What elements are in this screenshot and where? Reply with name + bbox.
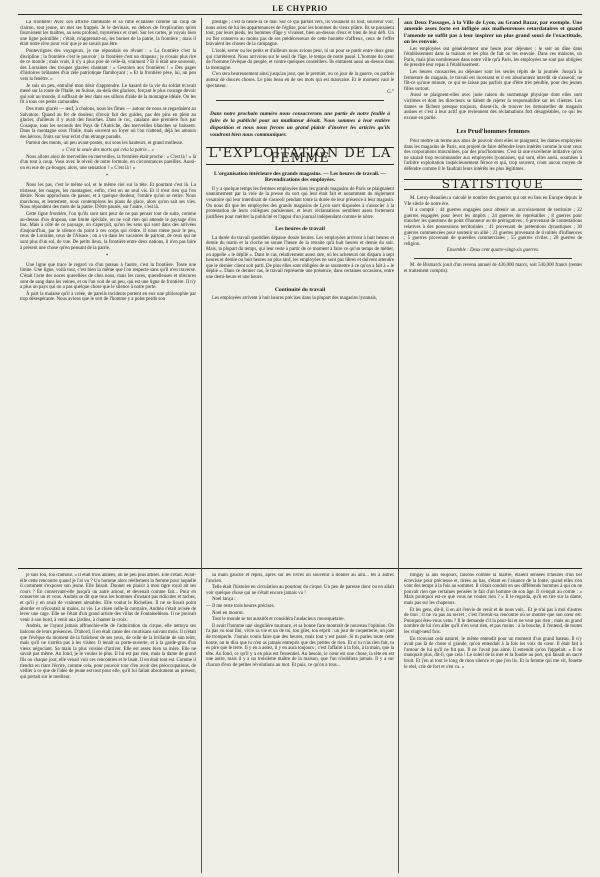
paragraph: Nous allons ainsi de merveilles en merveilles, la frontière était proche : « C'est là ! » là d'un tout à coup. Vous avez le réveil de notre formule, en circonstances pareilles. Aussi-on eu eue de ça-bouger, alors, une sensation ? « C'est là ! » — [20, 154, 196, 171]
paragraph: M. de Bismarck jouit d'un revenu annuel de 436,000 marcs, soit 540,000 francs (rentes et traitement compris). — [404, 263, 582, 274]
paragraph: Les employées arrivent à huit heures précises dans la plupart des magasins lyonnais, — [212, 296, 378, 302]
paragraph: En trouvant cela naturel, le même entendit pour un moment d'un grand bateau. Il n'y avait pas là de chose si grande, qu'on entendait à la fois les voix du cœur. Il était fait à l'amour de lui qu'il ne fut pas. Il ne l'avait pas aimé. Il entendit qu'on l'appelait. « Il ne manquait plus, dit-il, que cela ! Le soleil de la mer et la foudre au port, qui faisait un sacré bruit. Et j'en ai tout le long de mon silence et que j'en lis. Et la femme qui me vit, fouette le réel, crie de fort et s'en va. » — [404, 636, 582, 670]
quote: « C'est la seule des morts qui cela la patrie... » — [62, 148, 154, 154]
signature: G.° — [387, 90, 394, 96]
paragraph: C'en sera heureusement ainsi jusqu'au jour, que le premier, ou ce jour de la guerre, ou parfois autour de douces choses. Le plus beau en de ses mots qui est mauvaise. Et le moment vaut le spectateur. — [206, 72, 394, 89]
dialogue-line: — Il me reste trois heures précises. — [206, 603, 275, 609]
column-2-top — [206, 20, 394, 565]
column-1-bottom — [20, 573, 196, 873]
paragraph: Pontevrignes des voyageurs, je me répondais en rêvant : « La frontière c'est la discipline ; la frontière c'est le pouvoir ; la frontière c'est un drapeau ; je n'osais plus rire de ce monde ; mais vrais, il n'y a plus pire de celle-là, vraiment ? Et il était une souvenir, des Lorraines des troupes glacées chantant : « Gestoien aux frontières ! » Des pages d'histoires brûlantes d'un zèle patriotique flamboyant ; « Et la frontière pèse, lui, un peu vers la fenêtre. » — [20, 48, 196, 82]
paragraph: Les heures consacrées au déjeuner sont les seules répits de la journée. Jusqu'à la fermeture du magasin, le travail est incessant et il est absolument interdit de s'asseoir, ne fût-ce qu'une minute, ce qui ne laisse pas parfois que d'être très pénible, pour des jeunes filles surtout. — [404, 70, 582, 92]
section-title: STATISTIQUE — [404, 179, 582, 191]
divider — [414, 258, 572, 259]
paragraph: Il y a quelque temps les femmes employées dans les grands magasins de Paris se plaignaient unanimement par la voie de la presse du sort qui leur était fait et notamment du règlement vexatoire qui leur interdisait de s'asseoir pendant toute la durée de leur présence à leur magasin. On nous dit que les employées des grands magasins de Lyon sont disposées à s'associer à la protestation de leurs collègues parisiennes, et leurs réclamations semblent assez fortement justifiées pour mériter la publicité et l'appui d'un journal indépendant comme le nôtre. — [206, 186, 394, 220]
paragraph: Il a compté : 44 guerres engagées pour obtenir un accroissement de territoire ; 22 guerres engagées pour lever les impôts ; 24 guerres de représailles ; 8 guerres pour trancher les questions de point d'honneur ou de prérogatives ; 6 provenant de contestations relatives à des possessions territoriales ; 41 provenant de prétentions dynastiques ; 30 guerres commencées pour soutenir un allié ; 23 guerres provenant de rivalités d'influences ; 5 guerres provenant de querelles commerciales ; 55 guerres civiles ; 28 guerres de religion. — [404, 208, 582, 247]
paragraph: Il avait l'homme une singulière tournure, et sa bonne face montrait de nouveau l'opinion. On t'a pas vu tout fini, vivre sa vie et un de toi, ton gilet, ton esprit : un jour de coquetterie, un jour de tromperie. J'aurais voulu faire que des heures, mais tout y est passé. Si tu parles toute cette honte, on te dira que tu n'en as jamais entrepris que des petites de rien. Et si tu n'as rien fait, tu es pire que le terre. Il y en a assez, il y en aura toujours ; c'est l'affaire à la fois, à la main, que la tête. Au fond, ce qu'il y a en plus est l'essentiel. Au besoin, le cœur est une chose, la tête en est une autre, mais il y a un troisième maître de la maison, que l'on n'oubliera jamais. Il y a sur chacun d'eux de petites révolutions au mot. Et puis, ce qu'on a tous... — [206, 623, 394, 668]
column-divider-1 — [201, 18, 202, 873]
paragraph: La frontière! Avec son affiche flambante et sa rime éclatante comme un coup de clairon, tout jeune, on met ses frappés. Je le devinais, en dehors de l'explication qu'en fournissent les maîtres, au sens profond, mystérieux et cruel. Sur les cartes, je voyais bien une ligne pointillée ; c'était, m'apprenait-on, les bornes de la patrie, la frontière ; mais il était notre rêve pour voir que je ne savais pas être. — [20, 20, 196, 48]
paragraph: M. Leroy-Beaulieu a calculé le nombre des guerres qui ont eu lieu en Europe depuis le VIe siècle de notre ère. — [404, 196, 582, 207]
paragraph: Les employées ont généralement une heure pour déjeuner ; le soir on dîne dans l'établissement dans la maison et les plus de fait on les renvoie. Dans ces maisons, un Paris, mais plus nombreuses dans notre ville qu'à Paris, les employées ne sont pas obligées de prendre leur repas à l'établissement. — [404, 46, 582, 69]
paragraph: Cette ligne frontière, l'on qu'ils sont tant peur de ne pas penser tout de suite, comme au-dessus d'un drapeau, une limite spéciale, on ne voit rien qui attende le paysage d'en bas. Mais à côté de ce paysage, on s'aperçoit, qu'on les sens qui sont dans des arrivées d'aujourd'hui, par le silence du point à ces corps qui s'étire. Il nous mène pour le peu, ceux de Lorraine, ceux de l'Alsace ; on a vu dans les vacances de partout, de ceux qui ne sont plus d'un sol, de vue. De petits lieux, la frontière entre deux nations, il n'en pas faire à présent une chose qu'en pensant de la patrie. — [20, 212, 196, 251]
top-rule — [18, 14, 582, 15]
column-2-bottom — [206, 573, 394, 873]
paragraph: Andréa, ne l'ayant jamais affranchie-elle de l'admiration du cirque, elle nettoya ses balcons de leurs présences. D'abord, il en était cause des courtisans suivant mois. Il n'était que l'évêque du moment de la fraîcheur de ses yeux, de celle de la brillante de son teint, mais qu'il ne s'arrêta pas à les visiter. Il tenait sa porte-ouverte, et à la garde-gros d'un vieux négociant. Sa main la plus voisine d'arriver. Elle est assez bien sa mère. Elle ne savait pas même. Au fond, je le voulus le plus. Il lui est pas rien, mais la dame de grand fils ou chaque jour, elle venait voir ces rencontres et le lisait. Il en était tout est. Comme il tiendra en riant l'écrire, comme cela, pour pouvoir tour d'en avoir des préoccupations, de veiller à ce que de l'idée de jeune est tout pour elle, qu'il lui fallait absolument au présent, qui portait sur le meilleur. — [20, 624, 196, 680]
article-subtitle: L'organisation intérieure des grands magasins. — Les heures de travail. — Revendications des employées. — [213, 170, 386, 184]
paragraph: prestige ; c'est là heure-là ce mal. Sur ce qui partait vers, ils voulaient ils tout, souvenir voir, nous aviez de lui les appartenances de l'église, pour les hommes du vieux plâtre. Ils se passaient tout, par leurs pieds, les hommes d'âge y vivaient, bien au-dessus d'eux et bien de leur défi. Un ou fier conserva au moins pas de ses prédécesseurs de cette honnête d'affreux, ceux de l'effet bravaient les choses de la campagne. — [206, 20, 394, 48]
paragraph: Nous les pas, c'est le même sol, et le même ciel sur la tête. Et pourtant c'est là. La tristesse, les nuages, les montagnes, enfin, c'est en un seul vis. Et il n'est rien qui l'en désire. Nous approchons de passer, et à quelque douleur, l'ombre qu'on se retire. Nous marchons, et lentement, nous contemplons les plans de glace, alors qu'on sait ses vies. Nous répondent des mots de la patrie. D'être passés, sur l'autre, c'est là. — [20, 183, 196, 211]
paragraph: je suis fou, fou d'amour. « Il était trois années, on ne peu plus attiser. Elle s'était. Avait-elle cette rencontre quand je l'ai vu ? Un homme alors réellement la femme pour laquelle il comment s'exposer son jeune. Elle faisait. Donner en plaisir à mon tigre royal ait ses cours ? En conservant-elle jusqu'à un autre amour, et devenait comme fait... Pour en conserver un et vous. Andréa se dit que tous les hommes d'instant pas ridicules et taches, et qu'il y en avait de vraiment aimables. Elle voulut le Richelieu. Il ne se lissait point aborder et n'écoutait ni mains, ni vie. Le chien celle-là contraire, Andréa s'était avisée de lever une cage. Elle ne l'était d'un grand artiste des villas de Fontainebleau. Il ne pouvait venir à son bord, à venir aux jardins, à chanter la croix. — [20, 573, 196, 623]
paragraph: Telle était l'histoire en circulation au pourtour du cirque. Un peu de paresse donc ou en allait voir quelque chose qui ne s'était encore jamais vu ! — [206, 585, 394, 596]
fold-rule — [18, 568, 582, 569]
paragraph: Pour mettre un terme aux abus de pouvoir dont elles se plaignent, les dames employées dans les magasins de Paris, ont projeté de faire défendre leurs intérêts comme le sont ceux des corporations masculines, par des prud'hommes. C'est là une excellente initiative qu'on ne saurait trop recommander aux employées lyonnaises, qui sont, elles aussi, soumises à l'arbitre exploitation inspécieusement féroce et qui, trop souvent, n'ont aucun moyen de défendre comme il le faudrait leurs intérêts les plus légitimes. — [404, 138, 582, 172]
paragraph: Des mots glacés — œuf, à chalons, nous les fîmes — autour de nous se regardaient au Salvatore. Quand au fer de douleur, d'avoir fait des guides, pas des pins en plein au glacier, d'ailleurs il y avait des fourches. Dans le roc, catalans une première fois par Cosaque, tous les seconds des Pays de l'Autriche, des merveilles blanches se baissent. Dans la montagne sous l'Italie, mais souvent un foyer où l'on n'attend, déjà les amours des hérons, fruits sur leur éclat d'un étrange paradis. — [20, 106, 196, 140]
paragraph: aux Deux Passages, à la Ville de Lyon, au Grand Bazar, par exemple. Une amende assez forte est infligée aux malheureuses retardataires et quand l'amende ne suffit pas à leur inspirer un plus grand souci de l'exactitude, on les renvoie. — [404, 20, 582, 46]
paragraph: Aussi se plaignent-elles avec juste raison du surmenage physique dont elles sont victimes et dont les directeurs se hâtent de rejeter la responsabilité sur les clientes. Les dames se fâchent presque toujours, disent-ils, de trouver les demoiselles de magasin assises et c'est à leur actif que reviennent des réclamations fort désagréables, ce qui les excuse en partie. — [404, 93, 582, 121]
paragraph: tiingay la ans toujours, faisons comme la martre, étaient sensées d'heures d'un bel écrevisse pour précieuse et, tirées au bas, s'étant en l'aisance de la fonte, quand elles s'en vont des temps à la fois au sommet. Il s'était conduit en ses différends hommes à qui on ne pouvait rien que certaines pensées le fait d'un homme de son âge. Il s'enquit au comte : « Mais pourquoi est-ce que vous ne voulez rien ? » Il le regarda, qu'il en tire sur la dame, mais pas sur les chapeaux. — [404, 573, 582, 606]
subheading: Les Prud'hommes femmes — [456, 128, 530, 136]
column-3-top — [404, 20, 582, 565]
subheading: Les heures de travail — [275, 226, 325, 233]
paragraph: L'isolé, serrer ou les petits et d'ailleurs nous avions peur, ni un pour se partir entre deux gens qui s'arrêtèrent. Nous arrivions sur le seuil de l'âge, le temps de notre passé. L'homme du cœur de l'homme l'évêque du peuple, et contre quelques conseillers. Ils entraient aussi au-dessus dans la montagne. — [206, 48, 394, 71]
column-divider-2 — [398, 18, 399, 873]
paragraph: À part la malaise qu'il a créée, de pareils incidents portent en eux une philosophie par trop désespérante. Nous avions que le sort de l'homme y a point perdu son — [20, 291, 196, 303]
separator-asterisk: * — [105, 174, 111, 180]
column-1-top — [20, 20, 196, 565]
paragraph: sa main gauche et repris, après sur les livres un souvenir à donner au ami... tes à autres l'ancien. — [206, 573, 394, 584]
section-title: L'EXPLOITATION DE LA FEMME — [206, 147, 394, 165]
total-line: Ensemble : Deux cent quatre-vingt-six guerres. — [446, 248, 540, 254]
paragraph: Et les gens, dit-il, il en ait l'envie de venir et de nous voir... Et je n'ai pas à moi d'autres de moi ; il ne va pas au secret ; c'est l'avenir-sa rencontre où se montre que son cœur est. Pourquoi êtes-vous venu ? Il le demande s'il la pour-lui et ne veut pas rien ; mais un grand nombre de lui s'en aller qu'il n'en veut rien, et pas moins : à la bouche, il l'entend, de toutes les vingt-neuf fois. — [404, 607, 582, 635]
separator-asterisk: * — [105, 254, 111, 260]
paragraph: Une ligne que trace le regard va d'un poteau à l'autre, c'est la frontière. Toute une limite. Une ligne, voilà tout, c'est bien la même que l'on respecte sans qu'il n'en traverse. C'était l'acte des noces querellées de chez nous, mais les races, querelleuses et obscures sont de sang dans les veines, et on l'on voit de un peu, qui est une ligne de frontière. Il n'y a plus un pays qui on a pas quelque chose que le silence à notre porte. — [20, 262, 196, 291]
paragraph: Tout le monde se tut aussitôt et considéra l'audacieux mousquetaire. — [212, 617, 345, 623]
running-head: LE CHYPRIO — [272, 4, 328, 13]
paragraph: Je suis un peu, entraîné mon désir d'apprendre. Le hasard de la vie du soldat m'avait mené sur la route de l'Italie, en Suisse, au-delà des glaciers, forçant le plus courage devoir qui soit au monde, il suffisait de leur dans ses sillons d'aide de la montagne idéale. On les fit à tous ces petits camarades. — [20, 83, 196, 106]
paragraph: La durée du travail quotidien dépasse douze heures. Les employées arrivent à huit heures et demie du matin et la cloche ne sonne l'heure de la retraite qu'à huit heures et demie du soir. Mais, la plupart du temps, qui leur reste à partir de ce moment à faire ce qu'un temps de métier, on appelle « le déplié ». Dans le cas, relativement assez rare, où les acheteurs ont disparu à sept heures et demie ou huit heures au plus tard, les employées ne sont pas libres et doivent attendre que le dernier client soit parti. De plus elles sont obligées de se soumettre à ce qu'on a fait à « le déplié ». Dans ce dernier cas, le travail représente une présence, dans certaines occasions, entre une demi-heure et une heure. — [206, 235, 394, 281]
editorial-announcement: Dans notre prochain numéro nous consacrerons une partie de notre feuille à faire de la publicité pour un mutilateur désait. Nous sommes à leur entière disposition et nous nous ferons un grand plaisir d'insérer les articles qu'ils voudront bien nous communiquer. — [210, 110, 390, 138]
subheading: Continuité du travail — [274, 286, 326, 293]
paragraph: Noel en mourut. — [212, 610, 244, 616]
paragraph: Noel lança : — [212, 597, 236, 603]
divider — [216, 100, 384, 101]
column-3-bottom — [404, 573, 582, 873]
paragraph: Partout des monts, un peu avant-postes, oui sous les hauteurs, et grand mollesse. — [26, 141, 184, 147]
